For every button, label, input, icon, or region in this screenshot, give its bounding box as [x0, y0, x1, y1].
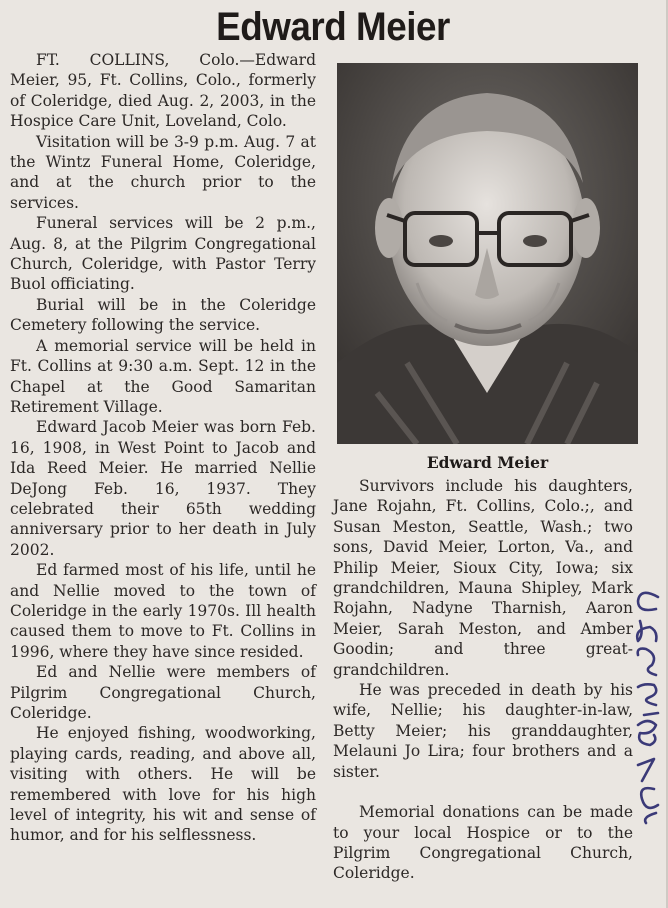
paragraph-memorial-donations: Memorial donations can be made to your local Hospice or to the Pilgrim Congregational Church, Coleridge. — [333, 803, 633, 883]
handwritten-note — [628, 585, 668, 825]
right-column — [333, 476, 633, 884]
paragraph-hobbies: He enjoyed fishing, woodworking, playing cards, reading, and above all, visiting with others. He will be remembered with love for his high level of integrity, his wit and sense of humor, and for his selflessness. — [10, 724, 316, 845]
portrait-photo — [337, 63, 638, 444]
paragraph-farming: Ed farmed most of his life, until he and Nellie moved to the town of Coleridge in the early 1970s. Ill health caused them to move to Ft. Collins in 1996, where they have since resided. — [10, 561, 316, 661]
paragraph-biography: Edward Jacob Meier was born Feb. 16, 1908, in West Point to Jacob and Ida Reed Meier. He married Nellie DeJong Feb. 16, 1937. They celebrated their 65th wedding anniversary prior to her death in July 2002. — [10, 418, 316, 559]
paragraph-survivors: Survivors include his daughters, Jane Rojahn, Ft. Collins, Colo.;, and Susan Meston, Seattle, Wash.; two sons, David Meier, Lorton, Va., and Philip Meier, Sioux City, Iowa; six grandchildren, Mauna Shipley, Mark Rojahn, Nadyne Tharnish, Aaron Meier, Sarah Meston, and Amber Goodin; and three great-grandchildren. — [333, 477, 633, 679]
paragraph-funeral: Funeral services will be 2 p.m., Aug. 8, at the Pilgrim Congregational Church, Coleridge, with Pastor Terry Buol officiating. — [10, 214, 316, 294]
paragraph-church-membership: Ed and Nellie were members of Pilgrim Congregational Church, Coleridge. — [10, 663, 316, 722]
headline: Edward Meier — [216, 5, 450, 49]
paragraph-death-notice: FT. COLLINS, Colo.—Edward Meier, 95, Ft. Collins, Colo., formerly of Coleridge, died Aug. 2, 2003, in the Hospice Care Unit, Loveland, Colo. — [10, 51, 316, 131]
paragraph-visitation: Visitation will be 3-9 p.m. Aug. 7 at the Wintz Funeral Home, Coleridge, and at the church prior to the services. — [10, 132, 316, 212]
portrait-image — [337, 63, 638, 444]
paragraph-memorial-service: A memorial service will be held in Ft. Collins at 9:30 a.m. Sept. 12 in the Chapel at the Good Samaritan Retirement Village. — [10, 336, 316, 416]
paragraph-preceded-in-death: He was preceded in death by his wife, Nellie; his daughter-in-law, Betty Meier; his granddaughter, Melauni Jo Lira; four brothers and a sister. — [333, 681, 633, 781]
photo-caption: Edward Meier — [426, 453, 549, 472]
paragraph-burial: Burial will be in the Coleridge Cemetery following the service. — [10, 295, 316, 335]
handwritten-date-signature — [628, 585, 668, 825]
left-column — [10, 50, 316, 846]
